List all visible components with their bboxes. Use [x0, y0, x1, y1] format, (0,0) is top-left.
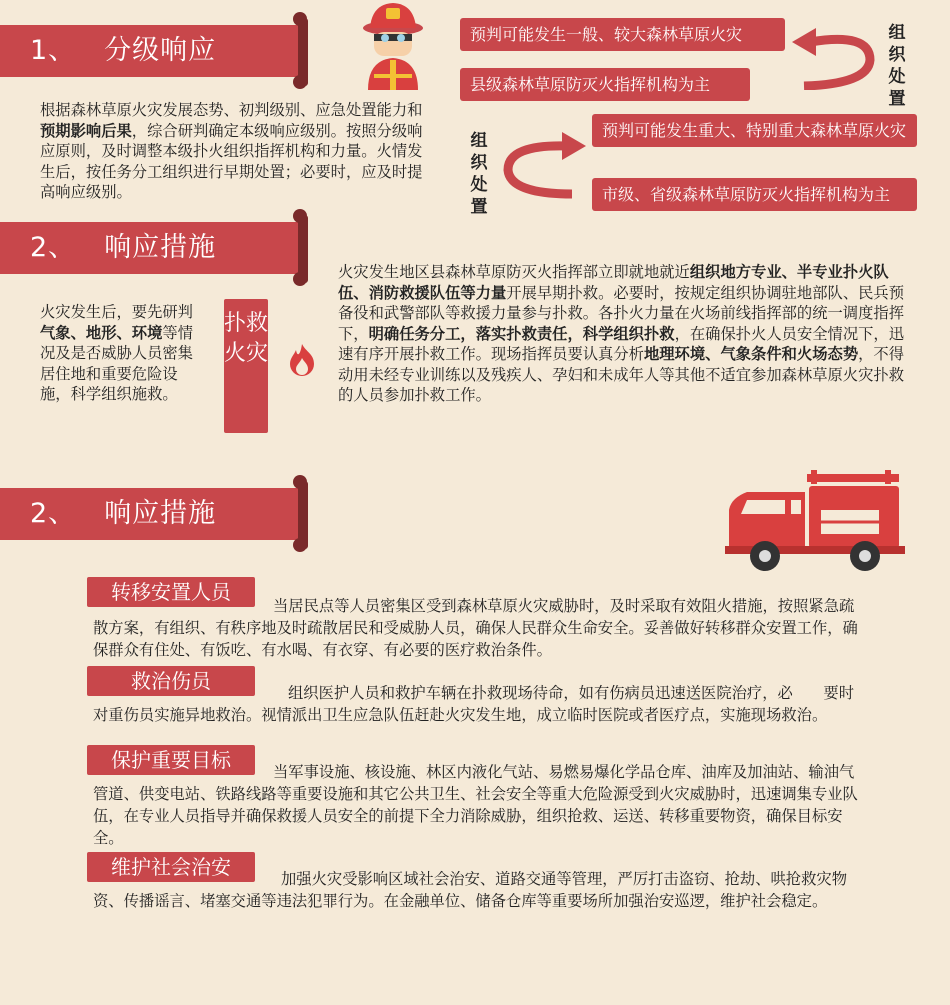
section2-title: 响应措施 [104, 232, 217, 263]
item-treat-wounded [93, 682, 863, 726]
text-run: 根据森林草原火灾发展态势、初判级别、应急处置能力和 [40, 101, 423, 119]
flow-box-b2: 市级、省级森林草原防灭火指挥机构为主 [592, 178, 917, 211]
vert-label-org-2: 组织处置 [470, 131, 488, 217]
item-text: 加强火灾受影响区域社会治安、道路交通等管理，严厉打击盗窃、抢劫、哄抢救灾物资、传播谣言、堵塞交通等违法犯罪行为。在金融单位、储备仓库等重要场所加强治安巡逻，维护社会稳定。 [93, 870, 847, 910]
fight-fire-label: 扑救火灾 [224, 299, 268, 433]
item-text: 组织医护人员和救护车辆在扑救现场待命，如有伤病员迅速送医院治疗，必 要时对重伤员实施异地救治。视情派出卫生应急队伍赶赴火灾发生地，成立临时医院或者医疗点，实施现场救治。 [93, 684, 854, 724]
scroll-curl [293, 538, 307, 552]
tag-protect-targets: 保护重要目标 [87, 745, 255, 775]
scroll-curl [293, 272, 307, 286]
section2-left-paragraph [40, 302, 200, 405]
flame-icon [284, 342, 320, 378]
text-run: 开展早期扑救。必要时，按规定组织协调驻地部队、民兵预备役和武警部队等救援力量参与扑救。各扑火力量在火场前线指挥部的统一调度指挥下， [338, 283, 905, 343]
curved-arrow-icon [496, 130, 588, 202]
tag-public-order: 维护社会治安 [87, 852, 255, 882]
text-run-bold: 气象、地形、环境 [40, 323, 163, 342]
curved-arrow-icon [790, 20, 880, 90]
text-run: ，综合研判确定本级响应级别。按照分级响应原则，及时调整本级扑火组织指挥机构和力量。火情发生后，按任务分工组织进行早期处置；必要时，应及时提高响应级别。 [40, 121, 423, 201]
scroll-curl [293, 75, 307, 89]
flow-box-b1: 预判可能发生重大、特别重大森林草原火灾 [592, 114, 917, 147]
section3-banner [0, 488, 305, 540]
tag-relocate: 转移安置人员 [87, 577, 255, 607]
section1-banner [0, 25, 305, 77]
text-run-bold: 明确任务分工，落实扑救责任，科学组织扑救 [368, 324, 675, 343]
section1-title: 分级响应 [104, 35, 217, 66]
text-run: 等情况及是否威胁人员密集居住地和重要危险设施，科学组织施救。 [40, 323, 193, 403]
vert-label-org-1: 组织处置 [888, 23, 906, 109]
text-run-bold: 预期影响后果 [40, 121, 132, 140]
section2-number: 2、 [30, 232, 77, 263]
scroll-curl [293, 475, 307, 489]
text-run: ，不得动用未经专业训练以及残疾人、孕妇和未成年人等其他不适宜参加森林草原火灾扑救的人员参加扑救工作。 [338, 345, 905, 404]
item-protect-targets [93, 761, 863, 849]
section1-number: 1、 [30, 35, 77, 66]
scroll-curl [293, 12, 307, 26]
section2-banner [0, 222, 305, 274]
text-run: ，在确保扑火人员安全情况下，迅速有序开展扑救工作。现场指挥员要认真分析 [338, 324, 905, 363]
section2-right-paragraph [338, 262, 908, 406]
flow-box-a1: 预判可能发生一般、较大森林草原火灾 [460, 18, 785, 51]
text-run-bold: 地理环境、气象条件和火场态势 [643, 345, 859, 363]
item-text: 当居民点等人员密集区受到森林草原火灾威胁时，及时采取有效阻火措施，按照紧急疏散方案，有组织、有秩序地及时疏散居民和受威胁人员，确保人民群众生命安全。妥善做好转移群众安置工作，确保群众有住处、有饭吃、有水喝、有衣穿、有必要的医疗救治条件。 [93, 597, 858, 659]
text-run-bold: 组织地方专业、半专业扑火队伍、消防救援队伍等力量 [338, 263, 889, 302]
fire-truck-icon [725, 470, 905, 580]
tag-treat-wounded: 救治伤员 [87, 666, 255, 696]
section3-title: 响应措施 [104, 498, 217, 529]
section3-number: 2、 [30, 498, 77, 529]
item-public-order [93, 868, 863, 912]
item-text: 当军事设施、核设施、林区内液化气站、易燃易爆化学品仓库、油库及加油站、输油气管道、供变电站、铁路线路等重要设施和其它公共卫生、社会安全等重大危险源受到火灾威胁时，迅速调集专业队伍，在专业人员指导并确保救援人员安全的前提下全力消除威胁，组织抢救、运送、转移重要物资，确保目标安全。 [93, 763, 858, 847]
text-run: 火灾发生地区县森林草原防灭火指挥部立即就地就近 [338, 263, 690, 281]
text-run: 火灾发生后，要先研判 [40, 303, 193, 321]
flow-box-a2: 县级森林草原防灭火指挥机构为主 [460, 68, 750, 101]
firefighter-icon [360, 0, 426, 90]
scroll-curl [293, 209, 307, 223]
section1-paragraph [40, 100, 432, 203]
item-relocate [93, 595, 863, 661]
